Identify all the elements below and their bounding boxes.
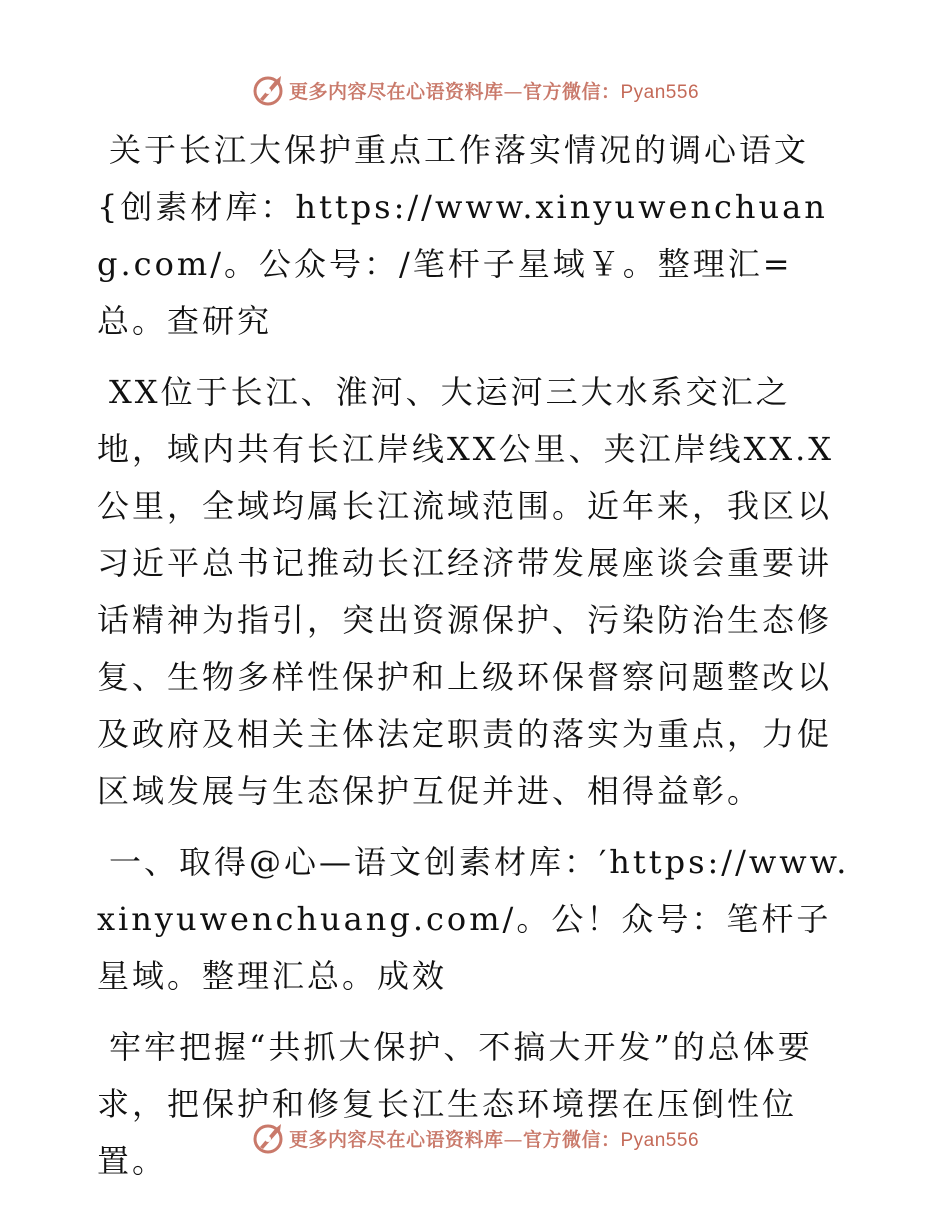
footer-watermark-banner [0, 1118, 950, 1158]
document-body [97, 122, 857, 1190]
watermark-text: 更多内容尽在心语资料库—官方微信：Pyan556 [288, 80, 700, 103]
body-paragraph: 牢牢把握“共抓大保护、不搞大开发”的总体要求，把保护和修复长江生态环境摆在压倒性位置。 [97, 1028, 813, 1180]
header-watermark-banner [0, 70, 950, 110]
body-paragraph: XX位于长江、淮河、大运河三大水系交汇之地，域内共有长江岸线XX公里、夹江岸线XX.X公里，全域均属长江流域范围。近年来，我区以习近平总书记推动长江经济带发展座谈会重要讲话精神为指引，突出资源保护、污染防治生态修复、生物多样性保护和上级环保督察问题整改以及政府及相关主体法定职责的落实为重点，力促区域发展与生态保护互促并进、相得益彰。 [97, 373, 835, 810]
quill-pen-icon [251, 73, 285, 107]
quill-pen-icon [251, 1121, 285, 1155]
watermark-text: 更多内容尽在心语资料库—官方微信：Pyan556 [288, 1128, 700, 1151]
document-title-paragraph: 关于长江大保护重点工作落实情况的调心语文{创素材库：https://www.xinyuwenchuang.com/。公众号：/笔杆子星域￥。整理汇=总。查研究 [97, 131, 828, 340]
section-heading-paragraph: 一、取得@心—语文创素材库：′https://www.xinyuwenchuang.com/。公！众号：笔杆子星域。整理汇总。成效 [97, 843, 850, 995]
